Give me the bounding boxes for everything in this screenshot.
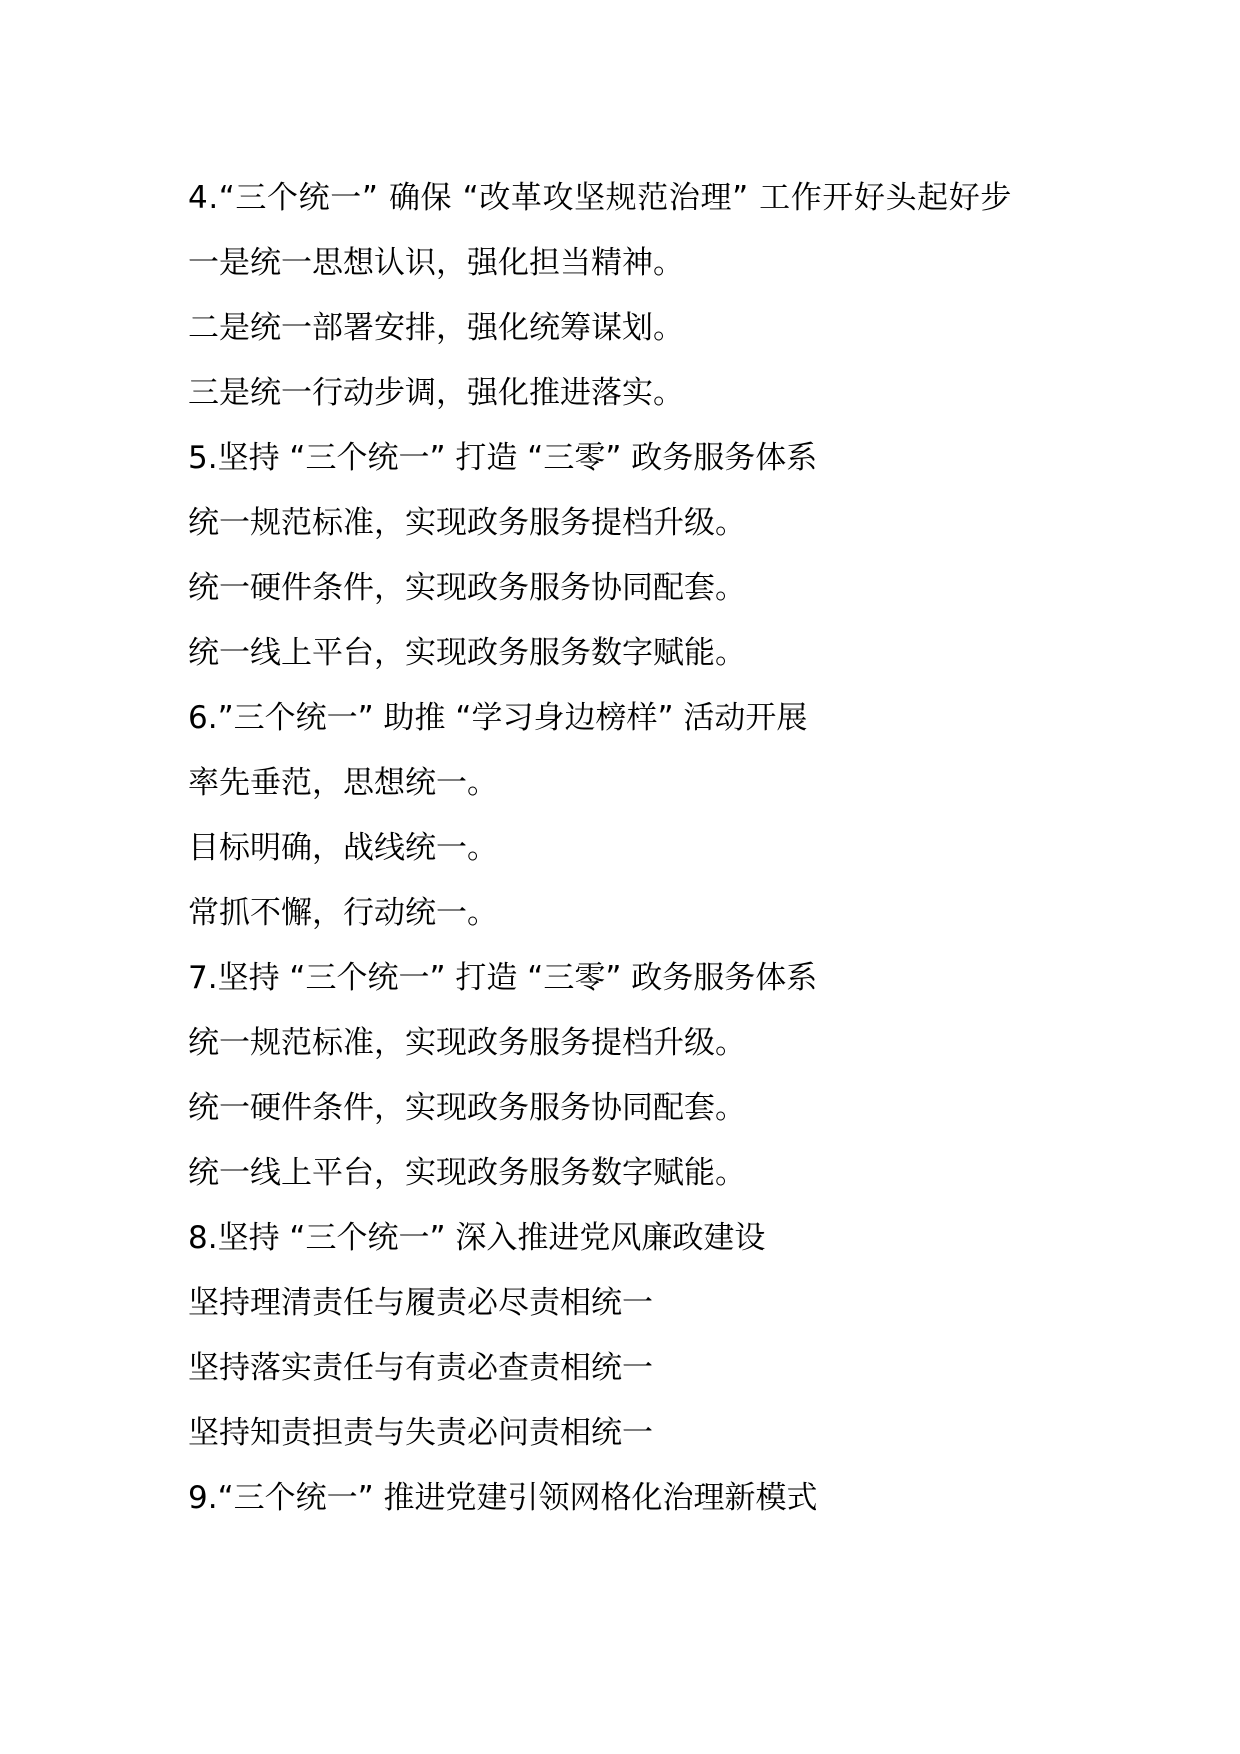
paragraph-line: 统一规范标准，实现政务服务提档升级。 <box>188 1025 746 1061</box>
paragraph-line: 目标明确，战线统一。 <box>188 830 498 866</box>
paragraph-line: 常抓不懈，行动统一。 <box>188 895 498 931</box>
paragraph-line: 二是统一部署安排，强化统筹谋划。 <box>188 310 684 346</box>
paragraph-line: 坚持理清责任与履责必尽责相统一 <box>188 1285 653 1321</box>
paragraph-line: 统一线上平台，实现政务服务数字赋能。 <box>188 1155 746 1191</box>
paragraph-line: 统一线上平台，实现政务服务数字赋能。 <box>188 635 746 671</box>
section-heading-5: 5.坚持 “三个统一” 打造 “三零” 政务服务体系 <box>188 440 818 476</box>
paragraph-line: 率先垂范，思想统一。 <box>188 765 498 801</box>
paragraph-line: 统一规范标准，实现政务服务提档升级。 <box>188 505 746 541</box>
document-body <box>188 166 1058 1531</box>
section-heading-8: 8.坚持 “三个统一” 深入推进党风廉政建设 <box>188 1220 766 1256</box>
paragraph-line: 统一硬件条件，实现政务服务协同配套。 <box>188 570 746 606</box>
paragraph-line: 一是统一思想认识，强化担当精神。 <box>188 245 684 281</box>
paragraph-line: 坚持落实责任与有责必查责相统一 <box>188 1350 653 1386</box>
section-heading-4: 4.“三个统一” 确保 “改革攻坚规范治理” 工作开好头起好步 <box>188 180 1012 216</box>
section-heading-7: 7.坚持 “三个统一” 打造 “三零” 政务服务体系 <box>188 960 818 996</box>
paragraph-line: 统一硬件条件，实现政务服务协同配套。 <box>188 1090 746 1126</box>
paragraph-line: 坚持知责担责与失责必问责相统一 <box>188 1415 653 1451</box>
section-heading-6: 6.”三个统一” 助推 “学习身边榜样” 活动开展 <box>188 700 808 736</box>
paragraph-line: 三是统一行动步调，强化推进落实。 <box>188 375 684 411</box>
section-heading-9: 9.“三个统一” 推进党建引领网格化治理新模式 <box>188 1480 818 1516</box>
